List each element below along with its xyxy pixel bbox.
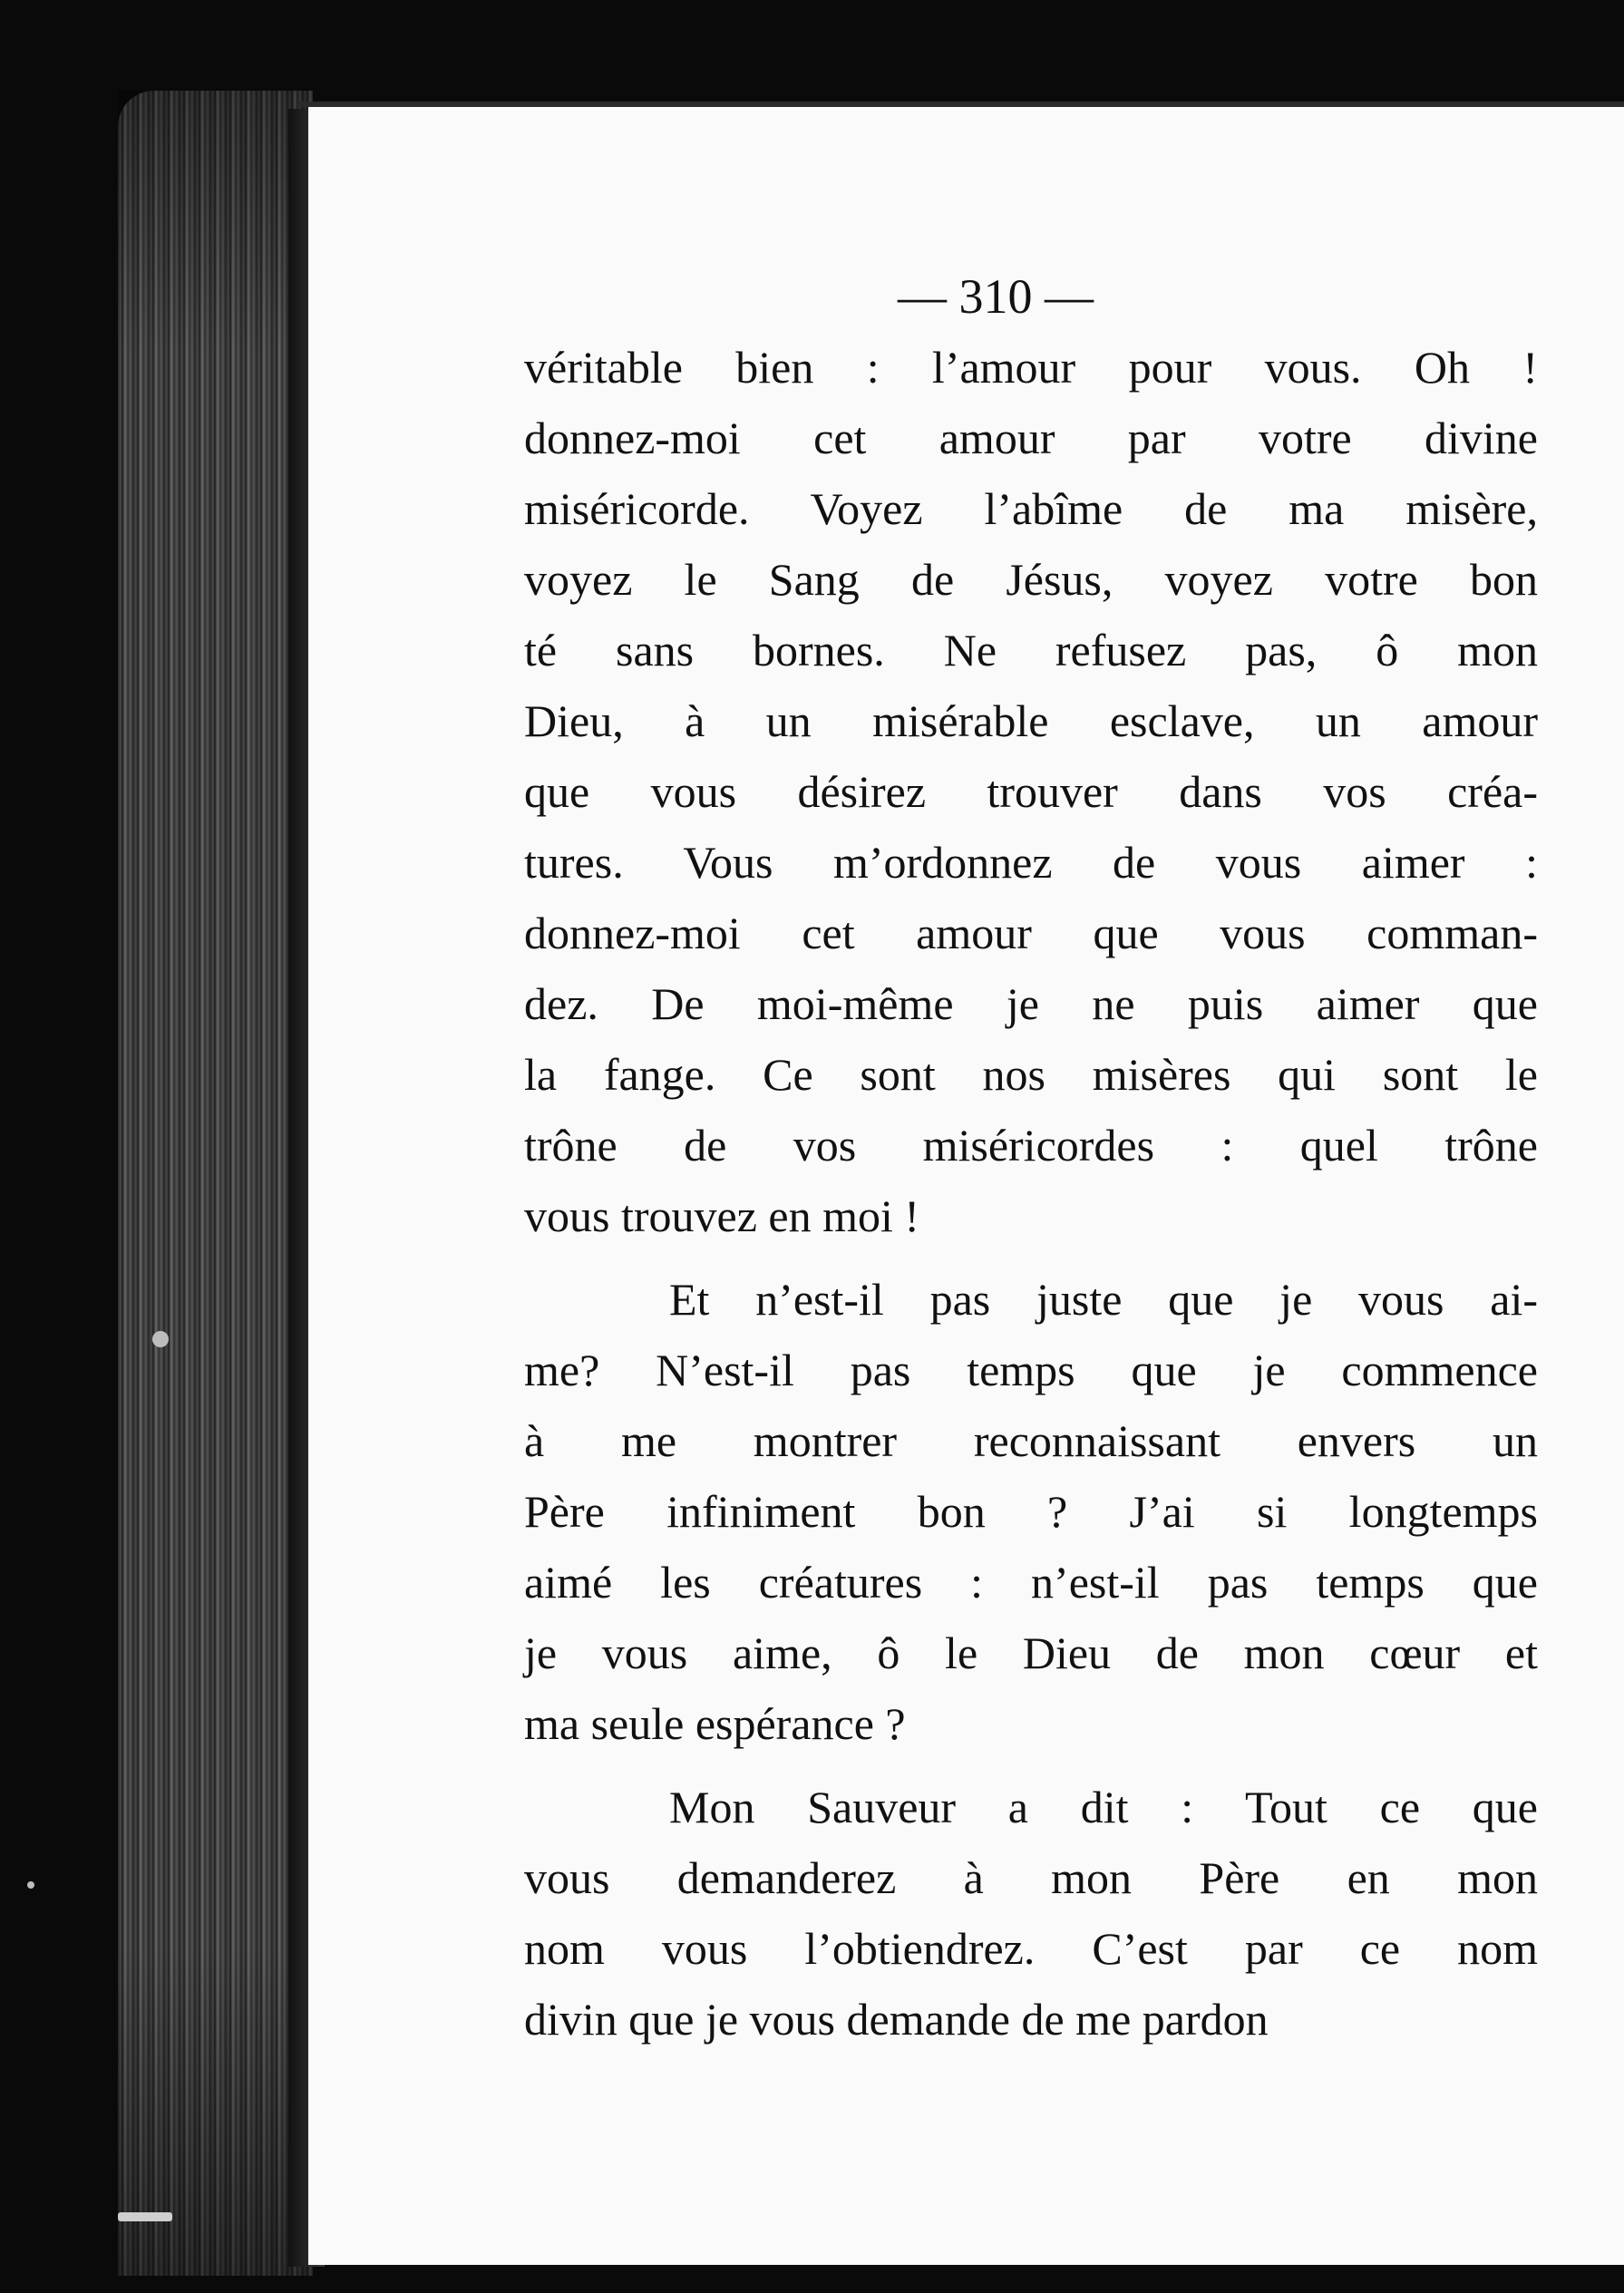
text-line: Et n’est-il pas juste que je vous ai- [669,1274,1538,1325]
text-line: donnez-moi cet amour par votre divine [524,413,1538,463]
paragraph [524,1264,1538,1759]
text-line: je vous aime, ô le Dieu de mon cœur et [524,1627,1538,1678]
text-line: que vous désirez trouver dans vos créa- [524,766,1538,817]
text-line: aimé les créatures : n’est-il pas temps que [524,1557,1538,1608]
text-line: la fange. Ce sont nos misères qui sont le [524,1049,1538,1100]
text-line: ma seule espérance ? [524,1698,906,1749]
paragraph-gap [524,1251,1538,1264]
text-line: divin que je vous demande de me pardon [524,1994,1269,2045]
text-line: dez. De moi-même je ne puis aimer que [524,978,1538,1029]
text-line: nom vous l’obtiendrez. C’est par ce nom [524,1923,1538,1974]
text-line: miséricorde. Voyez l’abîme de ma misère, [524,483,1538,534]
page-edges [118,91,313,2276]
paragraph-gap [524,1759,1538,1772]
scan-speck [118,2212,172,2221]
text-line: vous trouvez en moi ! [524,1190,920,1241]
paragraph [524,1772,1538,2055]
text-line: donnez-moi cet amour que vous comman- [524,908,1538,958]
text-line: me? N’est-il pas temps que je commence [524,1345,1538,1395]
text-line: voyez le Sang de Jésus, voyez votre bon [524,554,1538,605]
text-line: vous demanderez à mon Père en mon [524,1852,1538,1903]
text-line: tures. Vous m’ordonnez de vous aimer : [524,837,1538,888]
text-line: trône de vos miséricordes : quel trône [524,1120,1538,1171]
text-line: Mon Sauveur a dit : Tout ce que [669,1782,1538,1832]
text-line: à me montrer reconnaissant envers un [524,1415,1538,1466]
page-text [524,332,1538,2055]
scan-speck [152,1331,169,1347]
scan-speck [27,1881,34,1889]
text-line: véritable bien : l’amour pour vous. Oh ! [524,342,1538,393]
text-line: Père infiniment bon ? J’ai si longtemps [524,1486,1538,1537]
page-number: — 310 — [898,269,1094,324]
text-line: Dieu, à un misérable esclave, un amour [524,695,1538,746]
text-line: té sans bornes. Ne refusez pas, ô mon [524,625,1538,675]
paragraph [524,332,1538,1251]
